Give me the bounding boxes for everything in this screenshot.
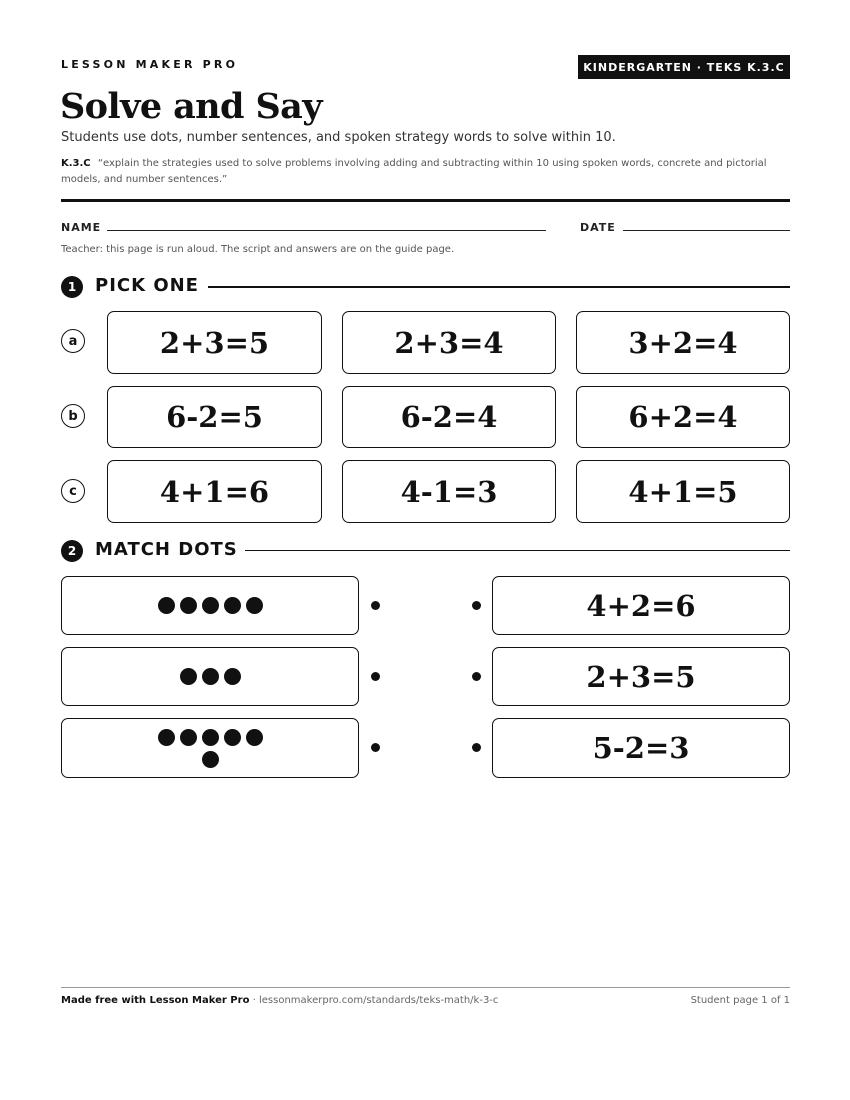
- standard-description: [61, 156, 791, 188]
- sentence-card-1[interactable]: 4+2=6: [492, 576, 790, 635]
- choice-b-1[interactable]: 6-2=5: [107, 386, 322, 448]
- left-connector-3[interactable]: [371, 743, 380, 752]
- standard-code: K.3.C: [61, 158, 91, 169]
- section-2-title: MATCH DOTS: [95, 539, 238, 560]
- left-connector-1[interactable]: [371, 601, 380, 610]
- page-title: Solve and Say: [60, 86, 322, 127]
- footer-made-with: Made free with Lesson Maker Pro: [61, 995, 250, 1006]
- brand-name: LESSON MAKER PRO: [61, 58, 239, 71]
- footer-credit: [61, 995, 498, 1006]
- header-divider: [61, 199, 790, 202]
- left-connector-2[interactable]: [371, 672, 380, 681]
- section-2-number: 2: [61, 540, 83, 562]
- counting-dot: [224, 597, 241, 614]
- choice-a-1[interactable]: 2+3=5: [107, 311, 322, 374]
- dot-card-1[interactable]: [61, 576, 359, 635]
- dot-card-3[interactable]: [61, 718, 359, 778]
- counting-dot: [224, 729, 241, 746]
- counting-dot: [246, 729, 263, 746]
- row-letter-b: b: [61, 404, 85, 428]
- teacher-note: Teacher: this page is run aloud. The script and answers are on the guide page.: [61, 244, 455, 255]
- choice-b-2[interactable]: 6-2=4: [342, 386, 556, 448]
- footer-page-number: Student page 1 of 1: [690, 995, 790, 1006]
- choice-c-1[interactable]: 4+1=6: [107, 460, 322, 523]
- footer-divider: [61, 987, 790, 988]
- section-1-number: 1: [61, 276, 83, 298]
- right-connector-1[interactable]: [472, 601, 481, 610]
- counting-dot: [224, 668, 241, 685]
- date-field[interactable]: [623, 230, 790, 231]
- right-connector-2[interactable]: [472, 672, 481, 681]
- name-field[interactable]: [107, 230, 546, 231]
- dot-card-2[interactable]: [61, 647, 359, 706]
- counting-dot: [180, 729, 197, 746]
- section-2-rule: [245, 550, 790, 551]
- grade-standard-badge: KINDERGARTEN · TEKS K.3.C: [578, 55, 790, 79]
- page-subtitle: Students use dots, number sentences, and spoken strategy words to solve within 10.: [61, 130, 616, 145]
- choice-a-2[interactable]: 2+3=4: [342, 311, 556, 374]
- name-label: NAME: [61, 221, 102, 234]
- choice-b-3[interactable]: 6+2=4: [576, 386, 790, 448]
- standard-text: “explain the strategies used to solve problems involving adding and subtracting within 10 using spoken words, concrete and pictorial models, and number sentences.”: [61, 158, 767, 185]
- counting-dot: [246, 597, 263, 614]
- counting-dot: [180, 668, 197, 685]
- counting-dot: [202, 597, 219, 614]
- counting-dot: [202, 729, 219, 746]
- counting-dot: [158, 597, 175, 614]
- date-label: DATE: [580, 221, 616, 234]
- footer-url[interactable]: · lessonmakerpro.com/standards/teks-math/k-3-c: [249, 995, 499, 1006]
- counting-dot: [202, 751, 219, 768]
- choice-a-3[interactable]: 3+2=4: [576, 311, 790, 374]
- counting-dot: [202, 668, 219, 685]
- section-1-rule: [208, 286, 790, 288]
- counting-dot: [158, 729, 175, 746]
- right-connector-3[interactable]: [472, 743, 481, 752]
- section-1-title: PICK ONE: [95, 275, 199, 296]
- counting-dot: [180, 597, 197, 614]
- sentence-card-2[interactable]: 2+3=5: [492, 647, 790, 706]
- choice-c-2[interactable]: 4-1=3: [342, 460, 556, 523]
- choice-c-3[interactable]: 4+1=5: [576, 460, 790, 523]
- row-letter-c: c: [61, 479, 85, 503]
- sentence-card-3[interactable]: 5-2=3: [492, 718, 790, 778]
- row-letter-a: a: [61, 329, 85, 353]
